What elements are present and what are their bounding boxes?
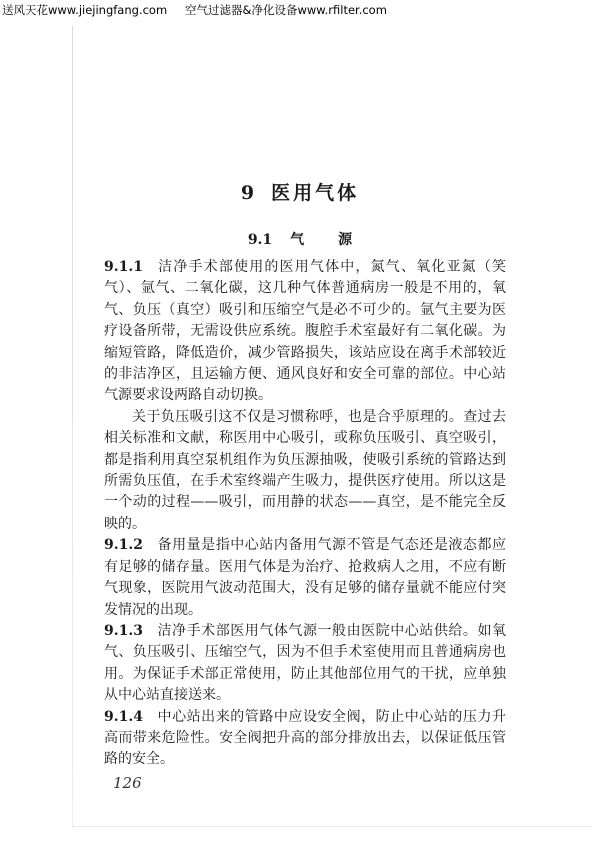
paragraph-text: 关于负压吸引这不仅是习惯称呼，也是合乎原理的。查过去相关标准和文献，称医用中心吸引，或称负压吸引、真空吸引，都是指利用真空泵机组作为负压源抽吸，使吸引系统的管路达到所需负压值，在手术室终端产生吸力，提供医疗使用。所以这是一个动的过程——吸引，而用静的状态——真空，是不能完全反映的。 (104, 408, 506, 532)
scan-shadow-bottom (72, 826, 592, 827)
clause-text: 洁净手术部使用的医用气体中，氮气、氧化亚氮（笑气）、氩气、二氧化碳，这几种气体普通病房一般是不用的，氧气、负压（真空）吸引和压缩空气是必不可少的。氩气主要为医疗设备所带，无需设供应系统。腹腔手术室最好有二氧化碳。为缩短管路，降低造价，减少管路损失，该站应设在离手术部较近的非洁净区，且运输方便、通风良好和安全可靠的部位。中心站气源要求设两路自动切换。 (104, 259, 506, 404)
watermark-right: 空气过滤器&净化设备www.rfilter.com (185, 3, 387, 17)
page-number: 126 (113, 774, 142, 792)
clause-text: 洁净手术部医用气体气源一般由医院中心站供给。如氧气、负压吸引、压缩空气，因为不但手术室使用而且普通病房也用。为保证手术部正常使用，防止其他部位用气的干扰，应单独从中心站直接送来。 (104, 622, 506, 704)
clause-paragraph (104, 535, 506, 621)
clause-number: 9.1.1 (104, 259, 143, 275)
watermark-header (0, 0, 600, 18)
watermark-left: 送风天花www.jiejingfang.com (2, 3, 168, 17)
scan-shadow-edge (72, 26, 73, 826)
section-title-part1: 气 (290, 232, 305, 248)
clause-paragraph (104, 257, 506, 407)
chapter-title (0, 178, 600, 205)
section-title-part2: 源 (338, 232, 353, 248)
clause-text: 中心站出来的管路中应设安全阀，防止中心站的压力升高而带来危险性。安全阀把升高的部分排放出去，以保证低压管路的安全。 (104, 708, 506, 768)
explanation-paragraph (104, 407, 506, 535)
section-title (0, 229, 600, 249)
chapter-title-text: 医用气体 (271, 182, 360, 204)
clause-number: 9.1.4 (104, 708, 143, 725)
chapter-number: 9 (240, 182, 258, 204)
clause-paragraph (104, 621, 506, 707)
section-number: 9.1 (247, 232, 273, 248)
clause-paragraph (104, 707, 506, 771)
clause-number: 9.1.2 (104, 537, 143, 554)
body-text (104, 257, 506, 771)
clause-text: 备用量是指中心站内备用气源不管是气态还是液态都应有足够的储存量。医用气体是为治疗、抢救病人之用，不应有断气现象，医院用气波动范围大，没有足够的储存量就不能应付突发情况的出现。 (104, 537, 506, 618)
clause-number: 9.1.3 (104, 622, 143, 639)
